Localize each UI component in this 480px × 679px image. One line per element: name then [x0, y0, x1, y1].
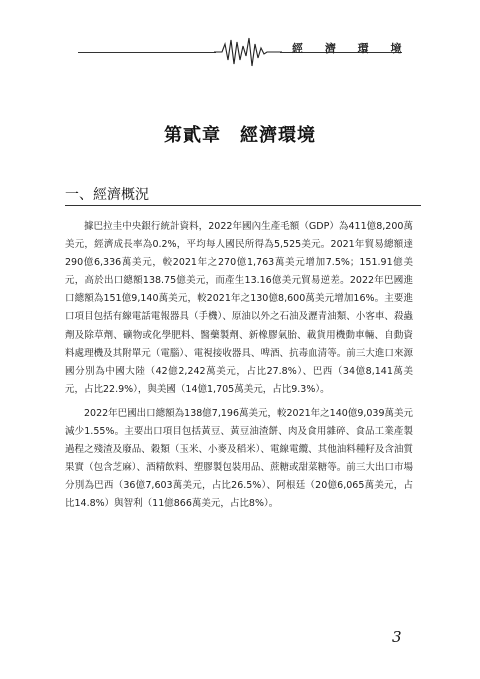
chapter-title: 第貳章 經濟環境 [164, 125, 316, 146]
paragraph: 據巴拉圭中央銀行統計資料，2022年國內生產毛額（GDP）為411億8,200萬美元，經濟成長率為0.2%，平均每人國民所得為5,525美元。2021年貿易總額達290億6,336萬美元，較2021年之270億1,763萬美元增加7.5%；151.91億美元，高於出口總額138.75億美元，而產生13.16億美元貿易逆差。2022年巴國進口總額為151億9,140萬美元，較2021年之130億8,600萬美元增加16%。主要進口項目包括有線電話電報器具（手機）、原油以外之石油及瀝青油類、小客車、殺蟲劑及除草劑、礦物或化學肥料、醫藥製劑、新橡膠氣胎、載貨用機動車輛、自動資料處理機及其附單元（電腦）、電視接收器具、啤酒、抗毒血清等。前三大進口來源國分別為中國大陸（42億2,242萬美元，占比27.8%）、巴西（34億8,141萬美元，占比22.9%），與美國（14億1,705萬美元，占比9.3%）。 [65, 221, 413, 395]
section-rule [65, 205, 421, 206]
paragraph: 2022年巴國出口總額為138億7,196萬美元，較2021年之140億9,039萬美元減少1.55%。主要出口項目包括黃豆、黃豆油渣餅、肉及食用雜碎、食品工業產製過程之殘渣及廢品、穀類（玉米、小麥及稻米）、電線電纜、其他油料種籽及含油質果實（包含芝麻）、酒精飲料、塑膠製包裝用品、蔗糖或甜菜糖等。前三大出口市場分別為巴西（36億7,603萬美元，占比26.5%）、阿根廷（20億6,065萬美元，占比14.8%）與智利（11億866萬美元，占比8%）。 [65, 407, 414, 510]
heartbeat-icon [214, 36, 282, 68]
section-heading: 一、經濟概況 [65, 187, 149, 203]
body-text [65, 218, 413, 520]
running-header [0, 0, 480, 70]
header-rule-left [78, 52, 216, 53]
running-title: 經 濟 環 境 [292, 42, 411, 55]
page-number: 3 [392, 628, 402, 646]
